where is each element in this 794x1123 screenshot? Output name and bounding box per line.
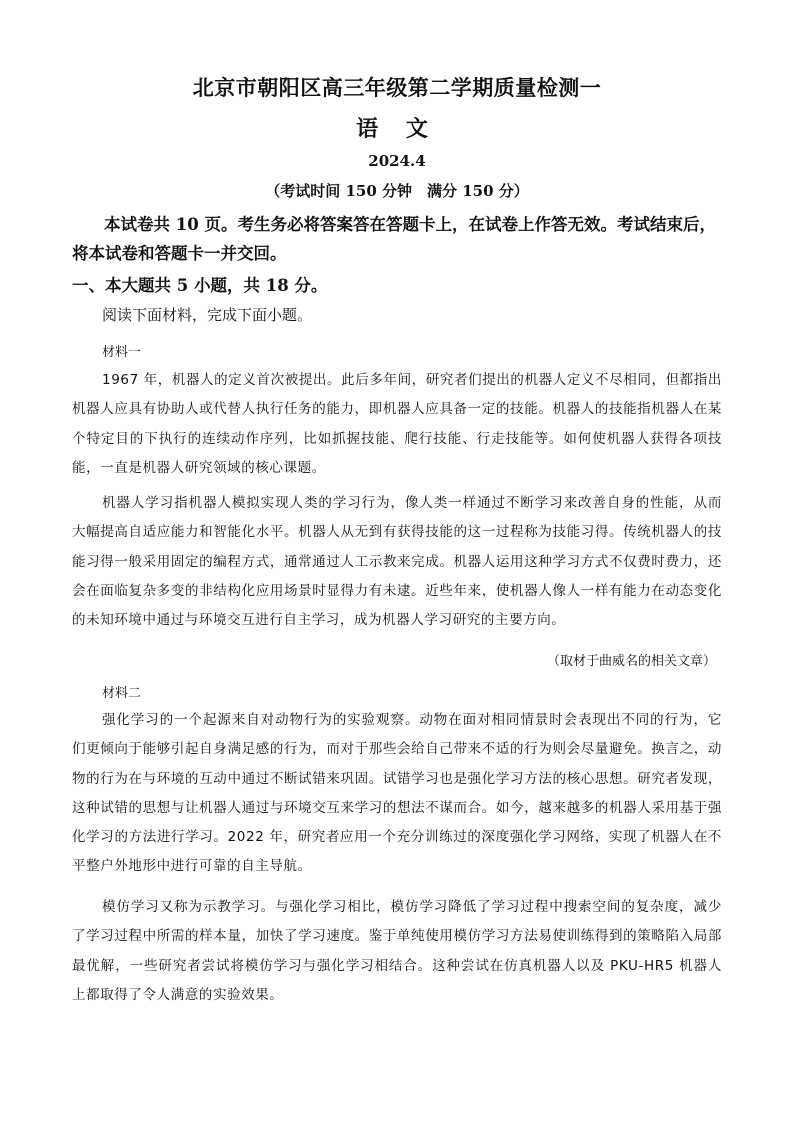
material-paragraph: 强化学习的一个起源来自对动物行为的实验观察。动物在面对相同情景时会表现出不同的行为，它们更倾向于能够引起自身满足感的行为，而对于那些会给自己带来不适的行为则会尽量避免。换言之，动物的行为在与环境的互动中通过不断试错来巩固。试错学习也是强化学习方法的核心思想。研究者发现，这种试错的思想与让机器人通过与环境交互来学习的想法不谋而合。如今，越来越多的机器人采用基于强化学习的方法进行学习。2022 年，研究者应用一个充分训练过的深度强化学习网络，实现了机器人在不平整户外地形中进行可靠的自主导航。: [72, 712, 722, 875]
exam-notice: 本试卷共 10 页。考生务必将答案答在答题卡上，在试卷上作答无效。考试结束后，将本试卷和答题卡一并交回。: [72, 215, 716, 263]
exam-date: 2024.4: [368, 152, 426, 170]
material-paragraph: 机器人学习指机器人模拟实现人类的学习行为，像人类一样通过不断学习来改善自身的性能，从而大幅提高自适应能力和智能化水平。机器人从无到有获得技能的这一过程称为技能习得。传统机器人的技能习得一般采用固定的编程方式，通常通过人工示教来完成。机器人运用这种学习方式不仅费时费力，还会在面临复杂多变的非结构化应用场景时显得力有未逮。近些年来，使机器人像人一样有能力在动态变化的未知环境中通过与环境交互进行自主学习，成为机器人学习研究的主要方向。: [72, 495, 722, 629]
material-paragraph: 1967 年，机器人的定义首次被提出。此后多年间，研究者们提出的机器人定义不尽相同，但都指出机器人应具有协助人或代替人执行任务的能力，即机器人应具备一定的技能。机器人的技能指机器人在某个特定目的下执行的连续动作序列，比如抓握技能、爬行技能、行走技能等。如何使机器人获得各项技能，一直是机器人研究领域的核心课题。: [72, 372, 722, 476]
section-instruction: 阅读下面材料，完成下面小题。: [102, 306, 313, 324]
exam-title: 北京市朝阳区高三年级第二学期质量检测一: [192, 75, 602, 100]
subject-title: 语 文: [356, 116, 438, 142]
section-heading: 一、本大题共 5 小题，共 18 分。: [72, 276, 328, 295]
material-label: 材料二: [102, 686, 142, 701]
material-source: （取材于曲威名的相关文章）: [546, 654, 716, 669]
exam-info: （考试时间 150 分钟 满分 150 分）: [265, 182, 529, 200]
material-paragraph: 模仿学习又称为示教学习。与强化学习相比，模仿学习降低了学习过程中搜索空间的复杂度，减少了学习过程中所需的样本量，加快了学习速度。鉴于单纯使用模仿学习方法易使训练得到的策略陷入局部最优解，一些研究者尝试将模仿学习与强化学习相结合。这种尝试在仿真机器人以及 PKU-HR5 机器人上都取得了令人满意的实验效果。: [72, 899, 722, 1003]
material-label: 材料一: [102, 345, 142, 360]
